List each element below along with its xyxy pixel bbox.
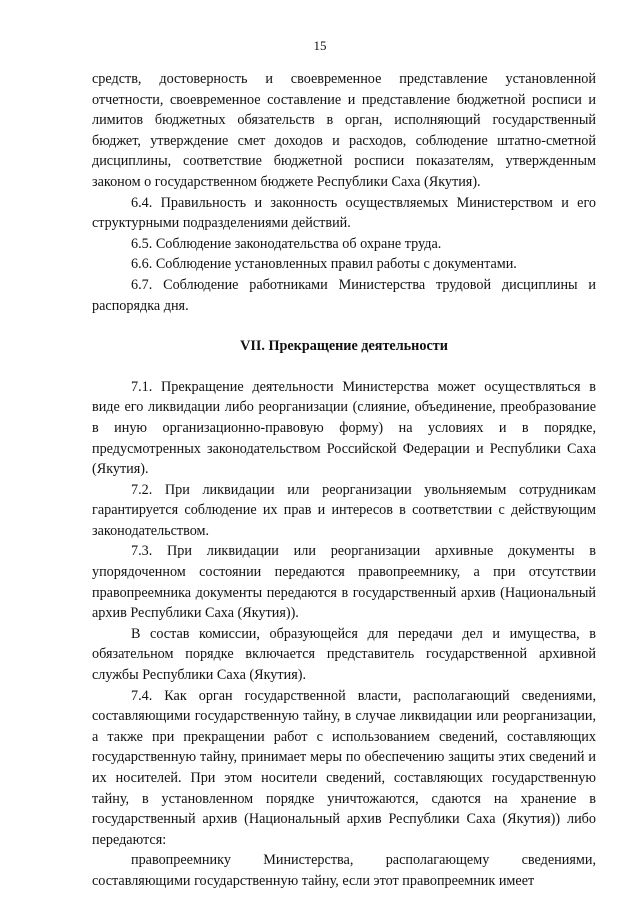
paragraph-7-3: 7.3. При ликвидации или реорганизации архивные документы в упорядоченном состоянии передаются правопреемнику, а при отсутствии правопреемника документы передаются в государственный архив (Национальный архив Республики Саха (Якутия)). xyxy=(92,543,596,622)
paragraph-successor: правопреемнику Министерства, располагающему сведениями, составляющими государственную тайну, если этот правопреемник имеет xyxy=(92,852,596,889)
paragraph-7-4: 7.4. Как орган государственной власти, располагающий сведениями, составляющими государственную тайну, в случае ликвидации или реорганизации, а также при прекращении работ с использованием сведений, составляющих государственную тайну, принимает меры по обеспечению защиты этих сведений и их носителей. При этом носители сведений, составляющих государственную тайну, в установленном порядке уничтожаются, сдаются на хранение в государственный архив (Национальный архив Республики Саха (Якутия)) либо передаются: xyxy=(92,687,596,848)
paragraph-6-5: 6.5. Соблюдение законодательства об охране труда. xyxy=(131,235,442,252)
paragraph-6-7: 6.7. Соблюдение работниками Министерства трудовой дисциплины и распорядка дня. xyxy=(92,276,596,314)
paragraph-7-2: 7.2. При ликвидации или реорганизации увольняемым сотрудникам гарантируется соблюдение их прав и интересов в соответствии с действующим законодательством. xyxy=(92,481,596,539)
section-heading: VII. Прекращение деятельности xyxy=(240,338,448,355)
page-number: 15 xyxy=(313,38,327,53)
paragraph-6-4: 6.4. Правильность и законность осуществляемых Министерством и его структурными подразделениями действий. xyxy=(92,194,596,232)
paragraph-continuation: средств, достоверность и своевременное представление установленной отчетности, своевременное составление и представление бюджетной росписи и лимитов бюджетных обязательств в орган, исполняющий государственный бюджет, утверждение смет доходов и расходов, соблюдение штатно-сметной дисциплины, соответствие бюджетной росписи показателям, утвержденным законом о государственном бюджете Республики Саха (Якутия). xyxy=(92,71,596,190)
paragraph-commission: В состав комиссии, образующейся для передачи дел и имущества, в обязательном порядке включается представитель государственной архивной службы Республики Саха (Якутия). xyxy=(92,625,596,684)
paragraph-6-6: 6.6. Соблюдение установленных правил работы с документами. xyxy=(131,256,517,273)
document-body xyxy=(92,69,596,892)
paragraph-7-1: 7.1. Прекращение деятельности Министерства может осуществляться в виде его ликвидации либо реорганизации (слияние, объединение, преобразование в иную организационно-правовую форму) на условиях и в порядке, предусмотренных законодательством Российской Федерации и Республики Саха (Якутия). xyxy=(92,378,596,478)
